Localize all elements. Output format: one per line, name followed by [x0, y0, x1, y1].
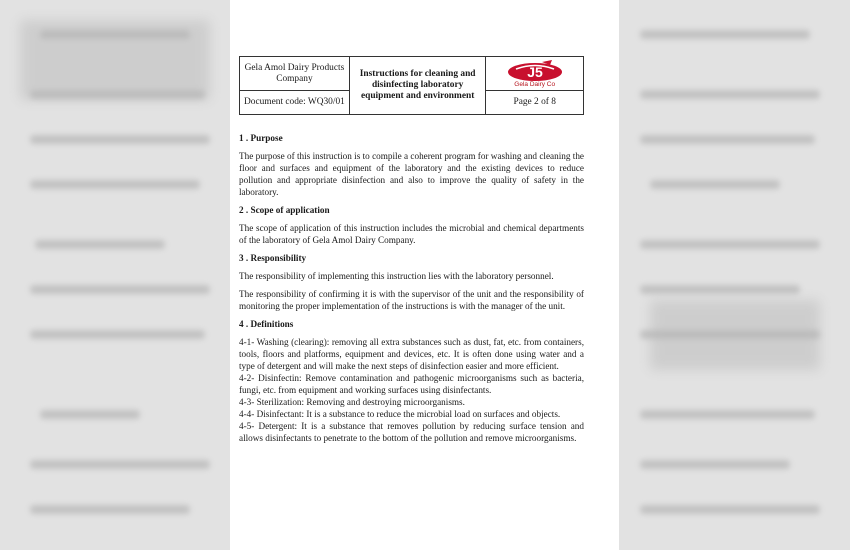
definition-item: 4-4- Disinfectant: It is a substance to reduce the microbial load on surfaces and objects.	[239, 409, 561, 419]
page-number: Page 2 of 8	[486, 91, 584, 115]
logo-caption: Gela Dairy Co	[514, 80, 556, 88]
blurred-text	[30, 505, 190, 514]
section-heading-responsibility: 3 . Responsibility	[239, 253, 307, 263]
blurred-text	[640, 30, 810, 39]
section-heading-definitions: 4 . Definitions	[239, 319, 294, 329]
section-text-responsibility-1: The responsibility of implementing this instruction lies with the laboratory personnel.	[239, 271, 554, 281]
blurred-text	[30, 135, 210, 144]
company-logo	[486, 57, 584, 91]
blurred-block	[650, 300, 820, 370]
blurred-text	[640, 505, 820, 514]
section-text-responsibility-2: The responsibility of confirming it is with the supervisor of the unit and the responsibility of monitoring the proper implementation of the instructions is with the manager of the unit.	[239, 289, 584, 311]
blurred-text	[30, 330, 205, 339]
definitions-list	[239, 336, 584, 444]
definition-item: 4-3- Sterilization: Removing and destroying microorganisms.	[239, 397, 465, 407]
blurred-text	[650, 180, 780, 189]
blurred-text	[640, 410, 815, 419]
section-heading-scope: 2 . Scope of application	[239, 205, 330, 215]
section-text-purpose: The purpose of this instruction is to compile a coherent program for washing and cleaning the floor and surfaces and equipment of the laboratory and the existing devices to reduce pollution and appropriate disinfection and also to improve the quality of safety in the laboratory.	[239, 151, 584, 197]
blurred-text	[640, 240, 820, 249]
blurred-text	[30, 180, 200, 189]
svg-text:J5: J5	[526, 63, 543, 80]
blurred-text	[30, 460, 210, 469]
blurred-text	[35, 240, 165, 249]
blurred-text	[30, 285, 210, 294]
blurred-block	[20, 20, 210, 100]
document-body	[239, 132, 584, 444]
document-page	[230, 0, 619, 550]
blurred-text	[40, 410, 140, 419]
definition-item: 4-5- Detergent: It is a substance that removes pollution by reducing surface tension and allows disinfectants to penetrate to the bottom of the pollution and remove microorganisms.	[239, 421, 584, 443]
company-name: Gela Amol Dairy Products Company	[240, 57, 350, 91]
blurred-text	[640, 135, 815, 144]
definition-item: 4-1- Washing (clearing): removing all extra substances such as dust, fat, etc. from containers, tools, floors and platforms, equipment and devices, etc. It is often done using water and a type of detergent and will make the next steps of disinfection easier and more efficient.	[239, 337, 584, 371]
blurred-text	[640, 90, 820, 99]
document-code: Document code: WQ30/01	[240, 91, 350, 115]
document-title: Instructions for cleaning and disinfecting laboratory equipment and environment	[349, 57, 486, 115]
section-heading-purpose: 1 . Purpose	[239, 133, 283, 143]
blurred-text	[640, 460, 790, 469]
blurred-text	[640, 285, 800, 294]
document-header-table	[239, 56, 584, 115]
gela-dairy-logo-icon	[506, 60, 564, 82]
definition-item: 4-2- Disinfectin: Remove contamination and pathogenic microorganisms such as bacteria, fungi, etc. from equipment and working surfaces using disinfectants.	[239, 373, 584, 395]
section-text-scope: The scope of application of this instruction includes the microbial and chemical departments of the laboratory of Gela Amol Dairy Company.	[239, 223, 584, 245]
